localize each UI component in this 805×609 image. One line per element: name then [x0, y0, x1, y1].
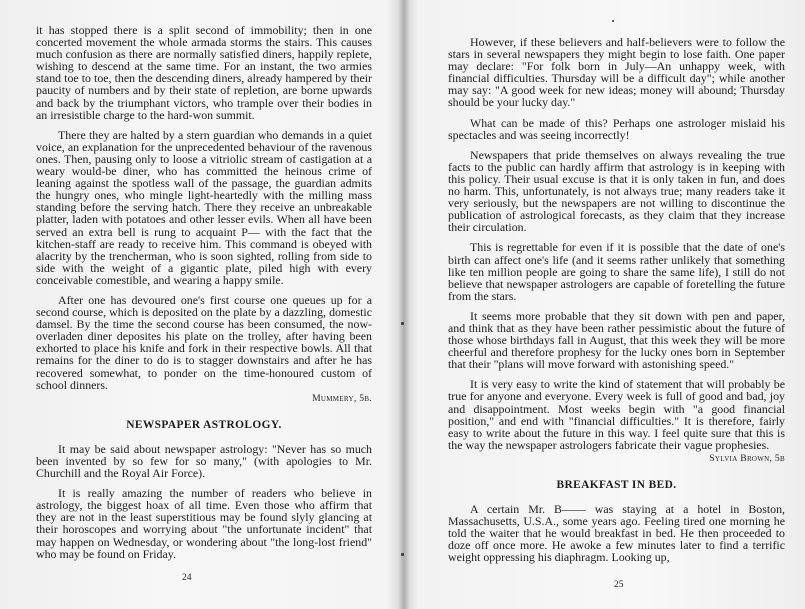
page-number: 24 [182, 573, 192, 583]
page-number: 25 [614, 580, 624, 590]
binding-mark [401, 322, 404, 325]
paragraph: Newspapers that pride themselves on always revealing the true facts to the public can hardly affirm that astrology is in keeping with this policy. Their usual excuse is that it is only taken in fun, and does no harm. This, unfortunately, is not always true; many readers take it very seriously, but the newspapers are not willing to discontinue the publication of astrological forecasts, as they claim that they increase their circulation. [448, 147, 785, 235]
paragraph: This is regrettable for even if it is possible that the date of one's birth can affect one's life (and it seems rather unlikely that something like ten million people are going to share the same life), I still do not believe that newspaper astrologers are capable of foretelling the future from the stars. [448, 240, 785, 303]
author-signature: Mummery, 5b. [312, 392, 372, 404]
author-signature: Sylvia Brown, 5b [709, 452, 785, 464]
left-page [14, 0, 382, 609]
paragraph: it has stopped there is a split second of immobility; then in one concerted movement the whole armada storms the stairs. This causes much confusion as there are normally satisfied diners, happily replete, wishing to descend at the same time. For an instant, the two armies stand toe to toe, then the descending diners, already hampered by their paucity of numbers and by their state of repletion, are borne upwards and back by the triumphant victors, who trample over their bodies in an irresistible charge to the hard-won summit. [36, 23, 372, 122]
paragraph: What can be made of this? Perhaps one astrologer mislaid his spectacles and was seeing incorrectly! [448, 115, 785, 142]
paragraph: It is very easy to write the kind of statement that will probably be true for anyone and everyone. Every week is full of good and bad, joy and disappointment. Most weeks begin with "a good financial position," and end with "financial difficulties." It is therefore, fairly easy to write about the future in this way. I feel quite sure that this is the way the newspaper astrologers fabricate their vague prophesies. [448, 377, 785, 452]
paragraph: A certain Mr. B—— was staying at a hotel in Boston, Massachusetts, U.S.A., some years ago. Feeling tired one morning he told the waiter that he would breakfast in bed. He then proceeded to doze off once more. He awoke a few minutes later to find a terrific weight oppressing his diaphragm. Looking up, [448, 502, 785, 565]
article-heading: BREAKFAST IN BED. [556, 479, 677, 491]
article-heading: NEWSPAPER ASTROLOGY. [126, 418, 282, 431]
paragraph: There they are halted by a stern guardian who demands in a quiet voice, an explanation for the unprecedented behaviour of the ravenous ones. Then, pausing only to loose a vitriolic stream of castigation at a weary would-be diner, who has committed the heinous crime of leaning against the spotless wall of the passage, the guardian admits the hungry ones, who mingle light-heartedly with the milling mass standing before the serving hatch. There they receive an unbreakable platter, laden with potatoes and other lesser evils. When all have been served an extra bell is rung to acquaint P— with the fact that the kitchen-staff are ready to receive him. This command is obeyed with alacrity by the trencherman, who is soon sighted, rolling from side to side with the weight of a gigantic plate, piled high with every conceivable comestible, and wearing a happy smile. [36, 127, 372, 287]
paragraph: It seems more probable that they sit down with pen and paper, and think that as they have been rather pessimistic about the future of those whose birthdays fall in August, that this week they will be more cheerful and therefore prophesy for the lucky ones born in September that their "plans will move forward with astonishing speed." [448, 308, 785, 372]
book-gutter [398, 0, 410, 609]
paragraph: However, if these believers and half-believers were to follow the stars in several newspapers they might begin to lose faith. One paper may declare: "For folk born in July—An unhappy week, with financial difficulties. Thursday will be a difficult day"; while another may say: "A good week for new ideas; money will abound; Thursday should be your lucky day." [448, 35, 785, 110]
right-page [428, 0, 805, 609]
paragraph: It is really amazing the number of readers who believe in astrology, the biggest hoax of all time. Even those who affirm that they are not in the least superstitious may be found slyly glancing at their horoscopes and worrying about "the unfortunate incident" that may happen on Wednesday, or wondering about "the long-lost friend" who may be found on Friday. [36, 486, 372, 561]
paragraph: It may be said about newspaper astrology: "Never has so much been invented by so few for so many," (with apologies to Mr. Churchill and the Royal Air Force). [36, 441, 372, 481]
binding-mark [401, 553, 404, 556]
paragraph: After one has devoured one's first course one queues up for a second course, which is deposited on the plate by a dazzling, domestic damsel. By the time the second course has been consumed, the now-overladen diner deposites his plate on the trolley, after having been exhorted to place his knife and fork in their respective bowls. All that remains for the diner to do is to stagger downstairs and after he has recovered somewhat, to ponder on the time-honoured custom of school dinners. [36, 292, 372, 392]
